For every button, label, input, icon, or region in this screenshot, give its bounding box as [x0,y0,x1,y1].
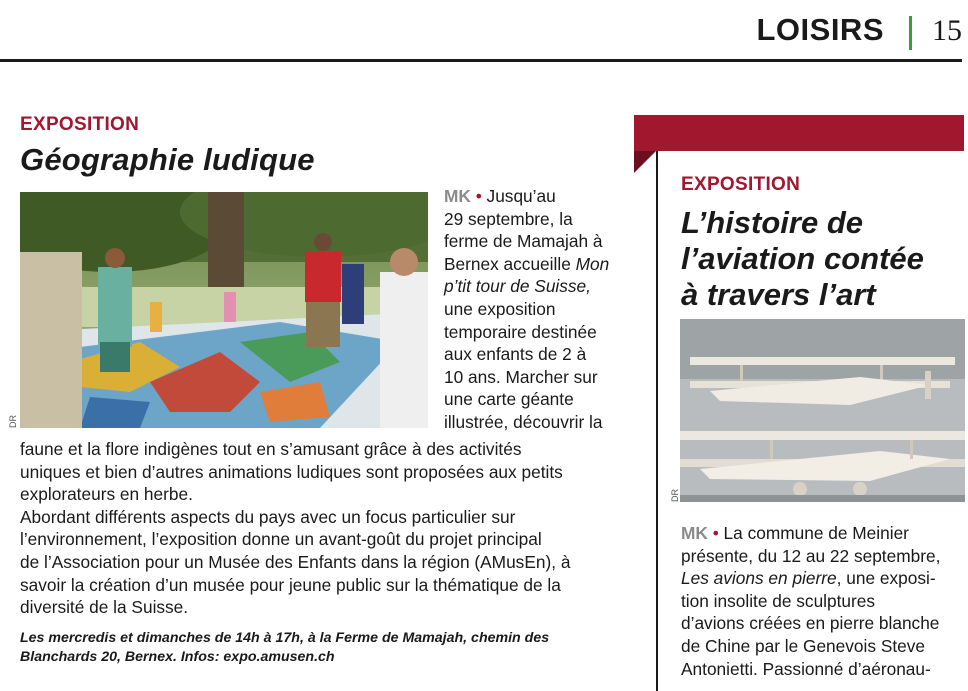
body-line: diversité de la Suisse. [20,597,189,618]
right-kicker: EXPOSITION [681,174,801,195]
body-line: MK • La commune de Meinier [681,523,909,543]
body-line: Antonietti. Passionné d’aéronau- [681,658,931,679]
byline-separator: • [707,523,724,543]
intro-line: MK • Jusqu’au [444,186,556,206]
body-line: uniques et bien d’autres animations ludiques sont proposées aux petits [20,461,563,482]
intro-line: p’tit tour de Suisse, [444,276,591,297]
body-line: tion insolite de sculptures [681,590,876,611]
header-rule [0,59,962,62]
body-line: savoir la création d’un musée pour jeune public sur la thématique de la [20,574,561,595]
right-photo [680,319,965,502]
stone-aircraft-photo [680,319,965,502]
right-body [681,522,966,680]
left-photo [20,192,428,428]
body-line: Abordant différents aspects du pays avec un focus particulier sur [20,506,516,527]
left-kicker: EXPOSITION [20,114,140,135]
left-photo-credit: DR [8,415,18,428]
headline-line: L’histoire de [681,205,864,240]
children-map-photo [20,192,428,428]
left-body [20,438,635,619]
info-line: Les mercredis et dimanches de 14h à 17h, à la Ferme de Mamajah, chemin des [20,630,550,646]
byline-separator: • [470,186,487,206]
intro-line: ferme de Mamajah à [444,231,603,252]
event-info [20,629,620,667]
intro-line: Bernex accueille Mon [444,253,610,274]
headline-line: à travers l’art [681,277,876,312]
headline-line: l’aviation contée [681,241,924,276]
intro-line: une carte géante [444,389,574,410]
byline: MK [444,186,471,206]
info-line: Blanchards 20, Bernex. Infos: expo.amusen.ch [20,649,335,665]
intro-line: 29 septembre, la [444,208,573,229]
right-photo-credit: DR [670,489,680,502]
body-line: présente, du 12 au 22 septembre, [681,545,941,566]
left-headline: Géographie ludique [20,142,315,177]
page-header [0,0,968,62]
sidebar-fold [634,151,656,173]
body-line: de Chine par le Genevois Steve [681,635,926,656]
intro-line: une exposition [444,298,556,319]
body-line: l’environnement, l’exposition donne un avant-goût du projet principal [20,529,542,550]
section-title: LOISIRS [756,12,884,47]
left-intro [444,185,634,434]
sidebar-rule [656,151,658,691]
intro-line: illustrée, découvrir la [444,411,603,432]
intro-line: 10 ans. Marcher sur [444,366,598,387]
body-line: Les avions en pierre, une exposi- [681,568,936,589]
right-headline [681,205,961,313]
page-number: 15 [932,14,962,47]
body-line: faune et la flore indigènes tout en s’amusant grâce à des activités [20,439,522,459]
body-line: explorateurs en herbe. [20,484,193,505]
body-line: d’avions créées en pierre blanche [681,613,940,634]
header-separator [909,16,912,50]
byline: MK [681,523,708,543]
intro-line: aux enfants de 2 à [444,344,587,365]
body-line: de l’Association pour un Musée des Enfants dans la région (AMusEn), à [20,551,571,572]
intro-line: temporaire destinée [444,321,597,342]
sidebar-band [634,115,964,151]
